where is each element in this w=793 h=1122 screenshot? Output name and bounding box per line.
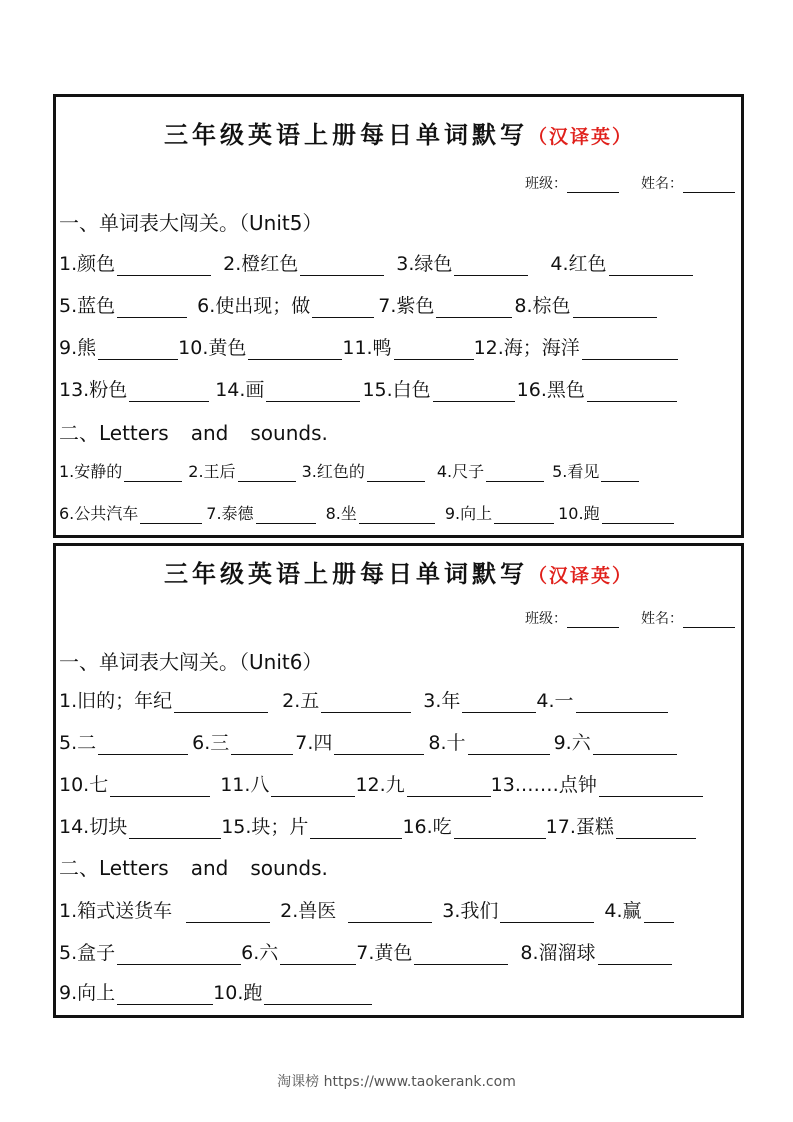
vocab-item: 4.红色 xyxy=(550,249,692,276)
answer-blank[interactable] xyxy=(616,820,696,839)
vocab-item: 9.熊 xyxy=(59,333,178,360)
vocab-item: 4.一 xyxy=(536,686,667,713)
vocab-item: 14.画 xyxy=(215,375,360,402)
phonics-item: 3.红色的 xyxy=(302,459,425,482)
vocab-row xyxy=(59,249,735,276)
answer-blank[interactable] xyxy=(129,383,209,402)
class-name-fields xyxy=(525,173,735,193)
vocab-item: 10.七 xyxy=(59,770,210,797)
answer-blank[interactable] xyxy=(248,341,342,360)
answer-blank[interactable] xyxy=(587,383,677,402)
answer-blank[interactable] xyxy=(117,986,213,1005)
answer-blank[interactable] xyxy=(238,463,296,482)
worksheet-title xyxy=(56,115,741,150)
vocab-item: 7.四 xyxy=(295,728,424,755)
answer-blank[interactable] xyxy=(609,257,693,276)
vocab-item: 9.六 xyxy=(554,728,677,755)
section-heading-letters: 二、Letters and sounds. xyxy=(59,421,328,445)
vocab-item: 3.绿色 xyxy=(396,249,528,276)
vocab-item: 1.颜色 xyxy=(59,249,211,276)
answer-blank[interactable] xyxy=(601,463,639,482)
answer-blank[interactable] xyxy=(599,778,703,797)
footer-watermark: 淘课榜 https://www.taokerank.com xyxy=(277,1074,516,1090)
answer-blank[interactable] xyxy=(359,505,435,524)
answer-blank[interactable] xyxy=(334,736,424,755)
vocab-item: 16.黑色 xyxy=(517,375,677,402)
answer-blank[interactable] xyxy=(98,736,188,755)
vocab-item: 12.海；海洋 xyxy=(474,333,678,360)
answer-blank[interactable] xyxy=(433,383,515,402)
vocab-item: 8.棕色 xyxy=(514,291,656,318)
vocab-item: 14.切块 xyxy=(59,812,221,839)
vocab-row xyxy=(59,375,735,402)
title-text: 三年级英语上册每日单词默写 xyxy=(163,559,528,588)
phonics-item: 2.兽医 xyxy=(280,896,432,923)
vocab-item: 13.……点钟 xyxy=(491,770,703,797)
phonics-row xyxy=(59,938,735,965)
vocab-row xyxy=(59,728,735,755)
answer-blank[interactable] xyxy=(414,946,508,965)
answer-blank[interactable] xyxy=(436,299,512,318)
phonics-row xyxy=(59,459,735,482)
vocab-item: 2.五 xyxy=(282,686,411,713)
answer-blank[interactable] xyxy=(500,904,594,923)
vocab-row xyxy=(59,686,735,713)
answer-blank[interactable] xyxy=(117,299,187,318)
answer-blank[interactable] xyxy=(129,820,221,839)
answer-blank[interactable] xyxy=(256,505,316,524)
answer-blank[interactable] xyxy=(494,505,554,524)
phonics-item: 2.王后 xyxy=(188,459,295,482)
section-heading-unit6: 一、单词表大闯关。（Unit6） xyxy=(59,650,323,674)
phonics-item: 3.我们 xyxy=(442,896,594,923)
answer-blank[interactable] xyxy=(231,736,293,755)
answer-blank[interactable] xyxy=(310,820,402,839)
answer-blank[interactable] xyxy=(573,299,657,318)
answer-blank[interactable] xyxy=(174,694,268,713)
vocab-item: 5.二 xyxy=(59,728,188,755)
section-heading-letters: 二、Letters and sounds. xyxy=(59,856,328,880)
answer-blank[interactable] xyxy=(602,505,674,524)
name-blank[interactable] xyxy=(683,176,735,193)
answer-blank[interactable] xyxy=(576,694,668,713)
vocab-row xyxy=(59,812,735,839)
vocab-item: 6.使出现；做 xyxy=(197,291,374,318)
worksheet-unit6 xyxy=(53,543,744,1018)
vocab-item: 15.块；片 xyxy=(221,812,402,839)
answer-blank[interactable] xyxy=(264,986,372,1005)
phonics-item: 5.盒子 xyxy=(59,938,241,965)
phonics-item: 8.溜溜球 xyxy=(520,938,671,965)
answer-blank[interactable] xyxy=(468,736,550,755)
answer-blank[interactable] xyxy=(280,946,356,965)
answer-blank[interactable] xyxy=(644,904,674,923)
class-blank[interactable] xyxy=(567,611,619,628)
answer-blank[interactable] xyxy=(186,904,270,923)
vocab-item: 12.九 xyxy=(355,770,490,797)
title-suffix: （汉译英） xyxy=(527,565,633,587)
phonics-item: 4.尺子 xyxy=(437,459,544,482)
vocab-item: 11.鸭 xyxy=(342,333,473,360)
phonics-item: 7.泰德 xyxy=(206,501,315,524)
class-label: 班级： xyxy=(525,611,567,627)
worksheet-title xyxy=(56,554,741,589)
phonics-item: 5.看见 xyxy=(552,459,639,482)
answer-blank[interactable] xyxy=(312,299,374,318)
class-label: 班级： xyxy=(525,176,567,192)
answer-blank[interactable] xyxy=(124,463,182,482)
answer-blank[interactable] xyxy=(271,778,355,797)
phonics-item: 10.跑 xyxy=(213,978,372,1005)
phonics-item: 6.六 xyxy=(241,938,356,965)
answer-blank[interactable] xyxy=(598,946,672,965)
vocab-item: 11.八 xyxy=(220,770,355,797)
vocab-item: 17.蛋糕 xyxy=(546,812,696,839)
answer-blank[interactable] xyxy=(140,505,202,524)
answer-blank[interactable] xyxy=(486,463,544,482)
vocab-row xyxy=(59,770,735,797)
vocab-row xyxy=(59,333,735,360)
answer-blank[interactable] xyxy=(367,463,425,482)
phonics-item: 1.安静的 xyxy=(59,459,182,482)
vocab-item: 2.橙红色 xyxy=(223,249,384,276)
vocab-item: 8.十 xyxy=(428,728,549,755)
answer-blank[interactable] xyxy=(462,694,536,713)
title-suffix: （汉译英） xyxy=(527,126,633,148)
answer-blank[interactable] xyxy=(407,778,491,797)
answer-blank[interactable] xyxy=(394,341,474,360)
vocab-row xyxy=(59,291,735,318)
vocab-item: 10.黄色 xyxy=(178,333,342,360)
answer-blank[interactable] xyxy=(454,257,528,276)
vocab-item: 5.蓝色 xyxy=(59,291,187,318)
phonics-item: 9.向上 xyxy=(445,501,554,524)
phonics-item: 7.黄色 xyxy=(356,938,508,965)
section-heading-unit5: 一、单词表大闯关。（Unit5） xyxy=(59,211,323,235)
answer-blank[interactable] xyxy=(98,341,178,360)
answer-blank[interactable] xyxy=(348,904,432,923)
answer-blank[interactable] xyxy=(266,383,360,402)
vocab-item: 3.年 xyxy=(423,686,536,713)
name-label: 姓名： xyxy=(641,611,683,627)
phonics-item: 10.跑 xyxy=(558,501,673,524)
phonics-item: 9.向上 xyxy=(59,978,213,1005)
class-blank[interactable] xyxy=(567,176,619,193)
vocab-item: 6.三 xyxy=(192,728,293,755)
answer-blank[interactable] xyxy=(300,257,384,276)
answer-blank[interactable] xyxy=(321,694,411,713)
worksheet-unit5 xyxy=(53,94,744,538)
vocab-item: 13.粉色 xyxy=(59,375,209,402)
phonics-item: 6.公共汽车 xyxy=(59,501,202,524)
answer-blank[interactable] xyxy=(110,778,210,797)
answer-blank[interactable] xyxy=(117,946,241,965)
phonics-row xyxy=(59,978,735,1005)
phonics-item: 8.坐 xyxy=(326,501,435,524)
name-blank[interactable] xyxy=(683,611,735,628)
vocab-item: 1.旧的；年纪 xyxy=(59,686,268,713)
vocab-item: 7.紫色 xyxy=(378,291,512,318)
answer-blank[interactable] xyxy=(593,736,677,755)
vocab-item: 16.吃 xyxy=(402,812,545,839)
vocab-item: 15.白色 xyxy=(362,375,514,402)
phonics-row xyxy=(59,501,735,524)
answer-blank[interactable] xyxy=(117,257,211,276)
class-name-fields xyxy=(525,608,735,628)
answer-blank[interactable] xyxy=(454,820,546,839)
phonics-row xyxy=(59,896,735,923)
name-label: 姓名： xyxy=(641,176,683,192)
phonics-item: 4.赢 xyxy=(604,896,673,923)
answer-blank[interactable] xyxy=(582,341,678,360)
phonics-item: 1.箱式送货车 xyxy=(59,896,270,923)
title-text: 三年级英语上册每日单词默写 xyxy=(163,120,528,149)
